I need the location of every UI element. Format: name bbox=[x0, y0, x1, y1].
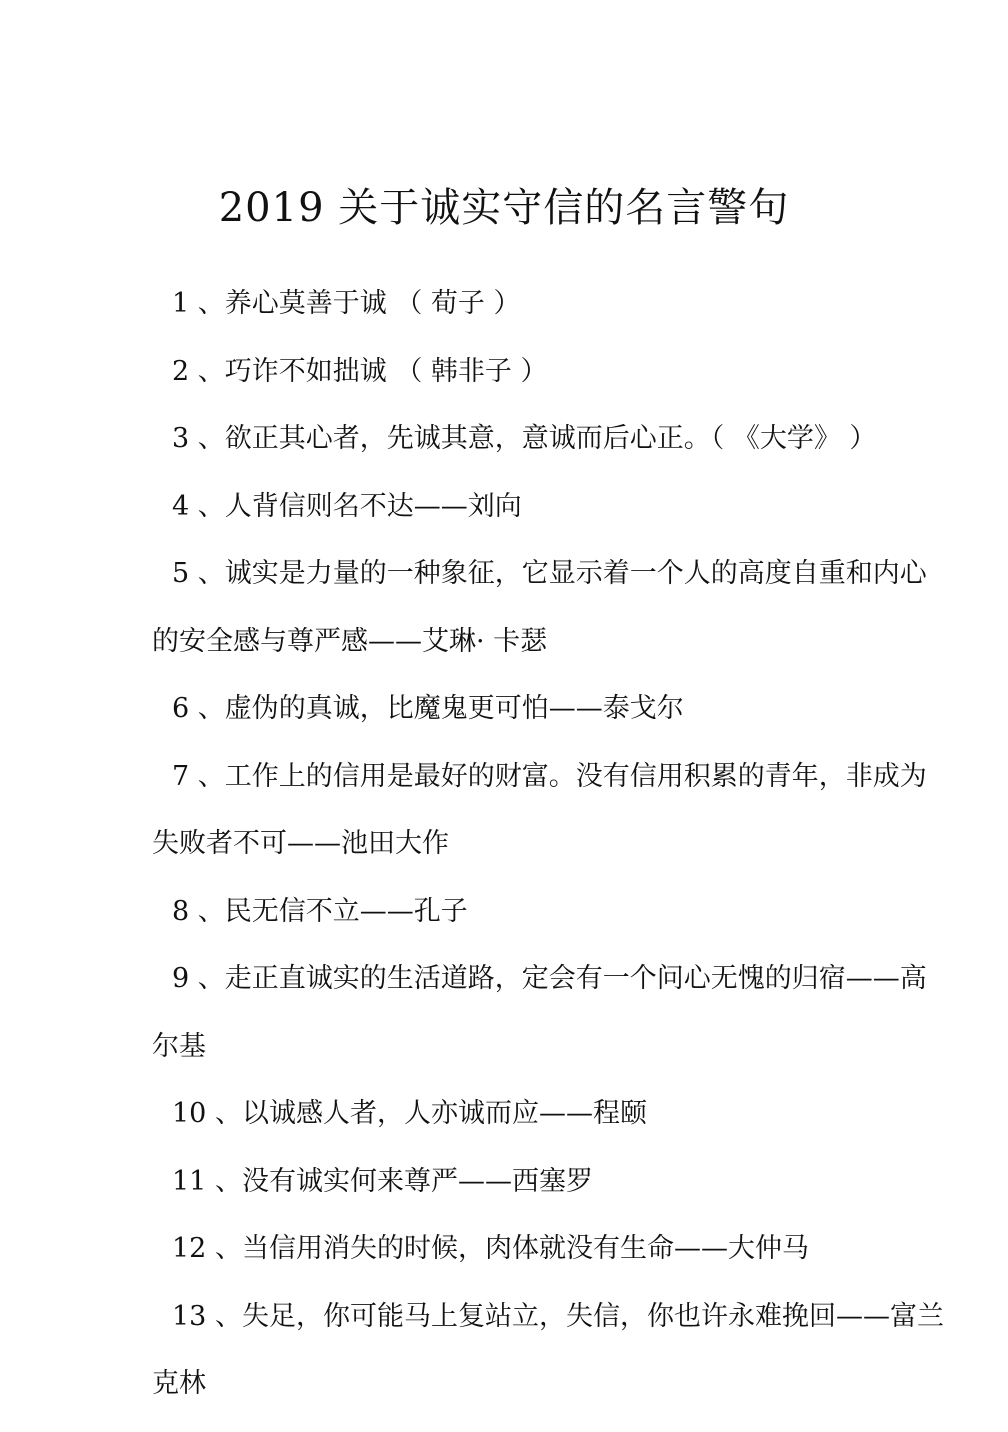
quote-line-5: 5 、诚实是力量的一种象征，它显示着一个人的高度自重和内心 bbox=[172, 558, 927, 589]
quote-line-12: 12 、当信用消失的时候，肉体就没有生命——大仲马 bbox=[172, 1233, 809, 1264]
quote-line-9: 9 、走正直诚实的生活道路，定会有一个问心无愧的归宿——高 bbox=[172, 963, 927, 994]
quote-line-7-continued: 失败者不可——池田大作 bbox=[152, 828, 449, 859]
quote-list bbox=[152, 284, 972, 1432]
quote-line-5-continued: 的安全感与尊严感——艾琳· 卡瑟 bbox=[152, 625, 548, 657]
quote-line-11: 11 、没有诚实何来尊严——西塞罗 bbox=[172, 1165, 593, 1197]
quote-line-1: 1 、养心莫善于诚 （ 荀子 ） bbox=[172, 288, 521, 319]
quote-line-7: 7 、工作上的信用是最好的财富。没有信用积累的青年，非成为 bbox=[172, 760, 927, 792]
quote-line-2: 2 、巧诈不如拙诚 （ 韩非子 ） bbox=[172, 355, 548, 387]
page-title: 2019 关于诚实守信的名言警句 bbox=[218, 185, 790, 231]
quote-line-10: 10 、以诚感人者，人亦诚而应——程颐 bbox=[172, 1098, 647, 1129]
quote-line-6: 6 、虚伪的真诚，比魔鬼更可怕——泰戈尔 bbox=[172, 693, 684, 724]
quote-line-13-continued: 克林 bbox=[152, 1368, 206, 1399]
quote-line-4: 4 、人背信则名不达——刘向 bbox=[172, 490, 522, 522]
quote-line-8: 8 、民无信不立——孔子 bbox=[172, 895, 468, 927]
quote-line-13: 13 、失足，你可能马上复站立，失信，你也许永难挽回——富兰 bbox=[172, 1300, 944, 1332]
quote-line-9-continued: 尔基 bbox=[152, 1030, 206, 1062]
quote-line-3: 3 、欲正其心者，先诚其意，意诚而后心正。（ 《大学》 ） bbox=[172, 423, 877, 454]
